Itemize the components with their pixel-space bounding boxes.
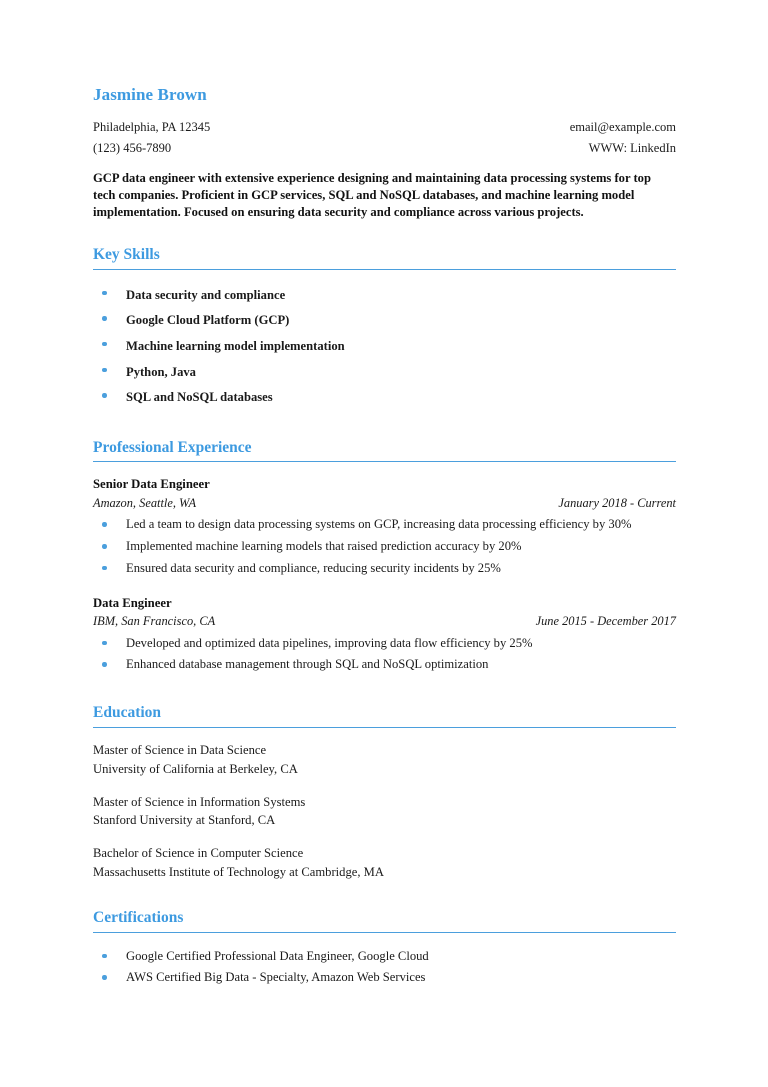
resume-content bbox=[93, 86, 676, 989]
section-key-skills bbox=[93, 246, 676, 410]
section-heading-key-skills: Key Skills bbox=[93, 246, 160, 264]
section-certifications bbox=[93, 909, 676, 989]
contact-phone: (123) 456-7890 bbox=[93, 141, 172, 156]
list-item: Developed and optimized data pipelines, improving data flow efficiency by 25% bbox=[93, 633, 676, 655]
section-heading-certifications: Certifications bbox=[93, 909, 184, 927]
list-item: AWS Certified Big Data - Specialty, Amazon Web Services bbox=[93, 967, 676, 989]
contact-email: email@example.com bbox=[569, 119, 676, 134]
job-title: Data Engineer bbox=[93, 595, 172, 610]
job-meta bbox=[93, 612, 676, 631]
section-heading-professional-experience: Professional Experience bbox=[93, 438, 252, 456]
job-company: Amazon, Seattle, WA bbox=[93, 495, 197, 510]
education-degree: Bachelor of Science in Computer Science bbox=[93, 846, 304, 861]
section-heading-education: Education bbox=[93, 704, 162, 722]
experience-entry bbox=[93, 594, 676, 677]
list-item: Google Cloud Platform (GCP) bbox=[93, 308, 676, 334]
key-skills-list bbox=[93, 283, 676, 411]
list-item: Python, Java bbox=[93, 360, 676, 386]
contact-address: Philadelphia, PA 12345 bbox=[93, 119, 211, 134]
list-item: Ensured data security and compliance, reducing security incidents by 25% bbox=[93, 558, 676, 580]
education-entry bbox=[93, 793, 676, 831]
experience-entry bbox=[93, 475, 676, 579]
section-divider-certifications bbox=[93, 932, 676, 933]
list-item: Led a team to design data processing systems on GCP, increasing data processing efficiency by 30% bbox=[93, 514, 676, 536]
education-degree: Master of Science in Information Systems bbox=[93, 794, 306, 809]
certifications-list bbox=[93, 946, 676, 989]
section-divider-key-skills bbox=[93, 269, 676, 270]
education-entry bbox=[93, 741, 676, 779]
list-item: Google Certified Professional Data Engineer, Google Cloud bbox=[93, 946, 676, 968]
section-divider-professional-experience bbox=[93, 461, 676, 462]
contact-row-1 bbox=[93, 118, 676, 137]
section-divider-education bbox=[93, 727, 676, 728]
education-degree: Master of Science in Data Science bbox=[93, 742, 267, 757]
section-professional-experience bbox=[93, 439, 676, 677]
contact-website: WWW: LinkedIn bbox=[588, 141, 676, 156]
professional-summary: GCP data engineer with extensive experience designing and maintaining data processing systems for top tech companies. Proficient in GCP services, SQL and NoSQL databases, and machine learning model implementation. Focused on ensuring data security and compliance across various projects. bbox=[93, 171, 651, 219]
education-school: Massachusetts Institute of Technology at Cambridge, MA bbox=[93, 865, 384, 880]
job-company: IBM, San Francisco, CA bbox=[93, 614, 216, 629]
list-item: Enhanced database management through SQL and NoSQL optimization bbox=[93, 654, 676, 676]
candidate-name: Jasmine Brown bbox=[93, 85, 207, 104]
section-education bbox=[93, 704, 676, 882]
job-bullet-list bbox=[93, 633, 676, 677]
contact-row-2 bbox=[93, 139, 676, 158]
list-item: Implemented machine learning models that raised prediction accuracy by 20% bbox=[93, 536, 676, 558]
job-bullet-list bbox=[93, 514, 676, 579]
list-item: Machine learning model implementation bbox=[93, 334, 676, 360]
job-meta bbox=[93, 494, 676, 513]
resume-header bbox=[93, 86, 676, 158]
job-dates: June 2015 - December 2017 bbox=[535, 614, 676, 629]
list-item: Data security and compliance bbox=[93, 283, 676, 309]
education-school: University of California at Berkeley, CA bbox=[93, 761, 298, 776]
education-entry bbox=[93, 844, 676, 882]
job-dates: January 2018 - Current bbox=[558, 495, 676, 510]
education-school: Stanford University at Stanford, CA bbox=[93, 813, 276, 828]
list-item: SQL and NoSQL databases bbox=[93, 385, 676, 411]
job-title: Senior Data Engineer bbox=[93, 477, 210, 492]
